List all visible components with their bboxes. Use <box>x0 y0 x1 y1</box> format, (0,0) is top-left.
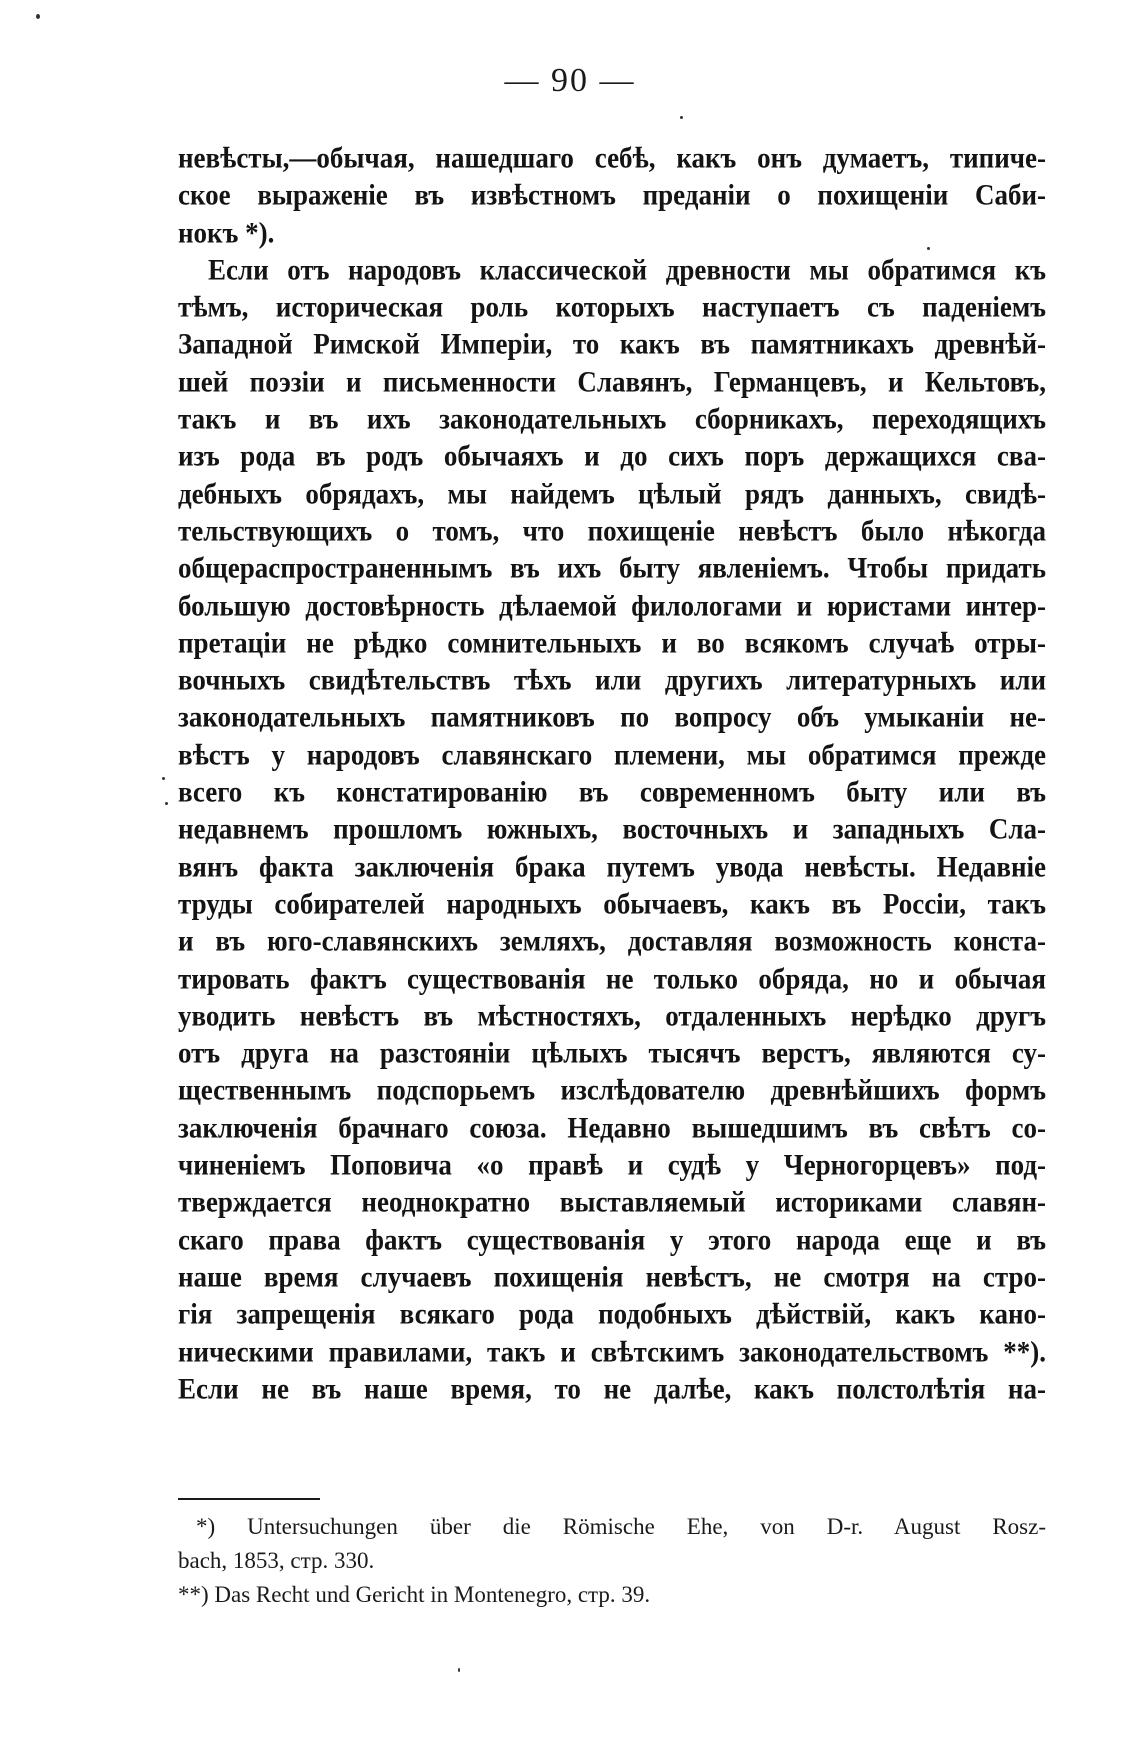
page-number: — 90 — <box>504 62 636 99</box>
text-line: общераспространеннымъ въ ихъ быту явленiемъ. Чтобы придать <box>178 552 1046 585</box>
paragraph-start-line: Если отъ народовъ классической древности мы обратимся къ <box>208 253 1046 287</box>
footnote-line: bach, 1853, стр. 330. <box>178 1548 375 1573</box>
text-line: недавнемъ прошломъ южныхъ, восточныхъ и западныхъ Сла- <box>178 813 1046 846</box>
text-line: всего къ констатированiю въ современномъ быту или въ <box>178 775 1046 809</box>
text-line: претацiи не рѣдко сомнительныхъ и во всякомъ случаѣ отры- <box>178 626 1046 660</box>
text-line: наше время случаевъ похищенiя невѣстъ, не смотря на стро- <box>178 1260 1046 1294</box>
print-speck <box>162 777 165 780</box>
text-line: и въ юго-славянскихъ земляхъ, доставляя возможность конста- <box>178 924 1046 958</box>
text-line: тельствующихъ о томъ, что похищенiе невѣстъ было нѣкогда <box>178 514 1046 548</box>
text-line: невѣсты,—обычая, нашедшаго себѣ, какъ онъ думаетъ, типиче- <box>178 141 1046 175</box>
print-speck <box>36 14 40 19</box>
text-line: такъ и въ ихъ законодательныхъ сборникахъ, переходящихъ <box>178 402 1046 436</box>
text-line: ническими правилами, такъ и свѣтскимъ законодательствомъ **). <box>178 1335 1046 1368</box>
print-speck <box>165 802 168 805</box>
text-line: шей поэзiи и письменности Славянъ, Германцевъ, и Кельтовъ, <box>178 365 1046 398</box>
text-line: Если не въ наше время, то не далѣе, какъ полстолѣтiя на- <box>178 1372 1046 1405</box>
text-line: заключенiя брачнаго союза. Недавно вышедшимъ въ свѣтъ со- <box>178 1111 1046 1144</box>
text-line: законодательныхъ памятниковъ по вопросу объ умыканiи не- <box>178 701 1046 734</box>
footnote-line: **) Das Recht und Gericht in Montenegro, стр. 39. <box>178 1582 651 1607</box>
text-line: чиненiемъ Поповича «о правѣ и судѣ у Черногорцевъ» под- <box>178 1148 1046 1182</box>
text-line: тверждается неоднократно выставляемый историками славян- <box>178 1186 1046 1219</box>
body-text <box>178 140 1046 1408</box>
text-line: вочныхъ свидѣтельствъ тѣхъ или другихъ литературныхъ или <box>178 663 1046 697</box>
text-line: скаго права фактъ существованiя у этого народа еще и въ <box>178 1223 1046 1256</box>
text-line: щественнымъ подспорьемъ изслѣдователю древнѣйшихъ формъ <box>178 1074 1046 1107</box>
text-line: вянъ факта заключенiя брака путемъ увода невѣсты. Недавнiе <box>178 850 1046 883</box>
text-line: ское выраженiе въ извѣстномъ преданiи о похищенiи Саби- <box>178 179 1046 212</box>
text-line: отъ друга на разстоянiи цѣлыхъ тысячъ верстъ, являются су- <box>178 1036 1046 1070</box>
text-line: тировать фактъ существованiя не только обряда, но и обычая <box>178 962 1046 995</box>
text-line: изъ рода въ родъ обычаяхъ и до сихъ поръ держащихся сва- <box>178 440 1046 473</box>
text-line: вѣстъ у народовъ славянскаго племени, мы обратимся прежде <box>178 738 1046 771</box>
text-line: большую достовѣрность дѣлаемой филологами и юристами интер- <box>178 589 1046 622</box>
print-speck <box>927 247 930 250</box>
text-line: дебныхъ обрядахъ, мы найдемъ цѣлый рядъ данныхъ, свидѣ- <box>178 477 1046 510</box>
text-line: уводить невѣстъ въ мѣстностяхъ, отдаленныхъ нерѣдко другъ <box>178 999 1046 1032</box>
text-line: труды собирателей народныхъ обычаевъ, какъ въ Россiи, такъ <box>178 887 1046 921</box>
footnotes <box>178 1510 1046 1612</box>
footnote-divider <box>178 1498 320 1500</box>
footnote-line: *) Untersuchungen über die Römische Ehe, von D-r. August Rosz- <box>196 1514 1046 1539</box>
print-speck <box>680 116 683 119</box>
text-line: Западной Римской Имперiи, то какъ въ памятникахъ древнѣй- <box>178 328 1046 361</box>
text-line: нокъ *). <box>178 216 275 249</box>
print-speck <box>458 1668 460 1672</box>
text-line: тѣмъ, историческая роль которыхъ наступаетъ съ паденiемъ <box>178 290 1046 324</box>
text-line: гiя запрещенiя всякаго рода подобныхъ дѣйствiй, какъ кано- <box>178 1297 1046 1331</box>
